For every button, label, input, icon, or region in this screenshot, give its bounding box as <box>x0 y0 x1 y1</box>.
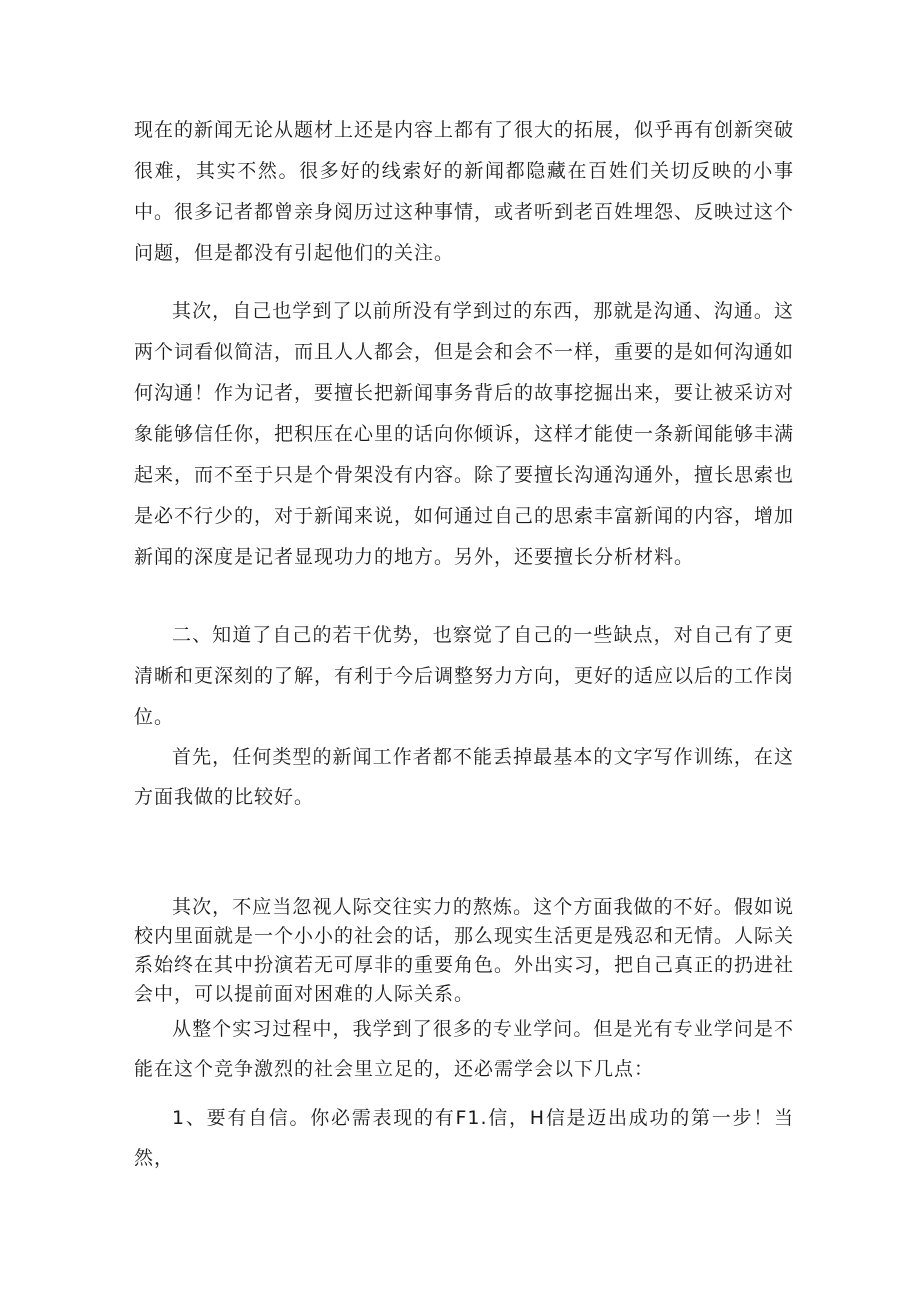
paragraph-news-topics: 现在的新闻无论从题材上还是内容上都有了很大的拓展，似乎再有创新突破很难，其实不然。很多好的线索好的新闻都隐藏在百姓们关切反映的小事中。很多记者都曾亲身阅历过这种事情，或者听到老百姓埋怨、反映过这个问题，但是都没有引起他们的关注。 <box>134 119 795 264</box>
paragraph-strengths-weaknesses: 二、知道了自己的若干优势，也察觉了自己的一些缺点，对自己有了更清晰和更深刻的了解，有利于今后调整努力方向，更好的适应以后的工作岗位。 <box>134 624 795 728</box>
paragraph-writing-training: 首先，任何类型的新闻工作者都不能丢掉最基本的文字写作训练，在这方面我做的比较好。 <box>134 746 794 808</box>
paragraph-confidence: 1、要有自信。你必需表现的有F1.信，H信是迈出成功的第一步！当然， <box>134 1107 794 1169</box>
paragraph-interpersonal: 其次，不应当忽视人际交往实力的熬炼。这个方面我做的不好。假如说校内里面就是一个小小的社会的话，那么现实生活更是残忍和无情。人际关系始终在其中扮演若无可厚非的重要角色。外出实习，把自己真正的扔进社会中，可以提前面对困难的人际关系。 <box>134 896 795 1005</box>
paragraph-internship-learning: 从整个实习过程中，我学到了很多的专业学问。但是光有专业学问是不能在这个竞争激烈的社会里立足的，还必需学会以下几点： <box>134 1018 794 1080</box>
paragraph-communication: 其次，自己也学到了以前所没有学到过的东西，那就是沟通、沟通。这两个词看似简洁，而且人人都会，但是会和会不一样，重要的是如何沟通如何沟通！作为记者，要擅长把新闻事务背后的故事挖掘出来，要让被采访对象能够信任你，把积压在心里的话向你倾诉，这样才能使一条新闻能够丰满起来，而不至于只是个骨架没有内容。除了要擅长沟通沟通外，擅长思索也是必不行少的，对于新闻来说，如何通过自己的思索丰富新闻的内容，增加新闻的深度是记者显现功力的地方。另外，还要擅长分析材料。 <box>134 300 795 568</box>
